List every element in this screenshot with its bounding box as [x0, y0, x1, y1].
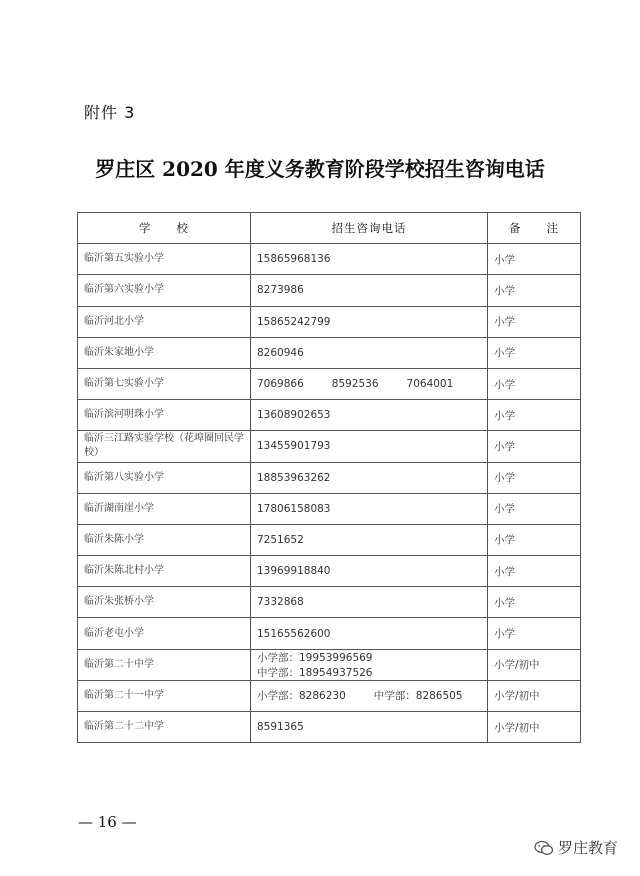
- school-name-cell: 临沂三江路实验学校（花埠圈回民学校）: [78, 431, 251, 462]
- remark-cell: 小学: [488, 587, 581, 618]
- phone-cell: [251, 431, 488, 462]
- watermark: [534, 837, 618, 858]
- phone-number: 中学部：18954937526: [257, 666, 373, 679]
- page-title: 罗庄区 2020 年度义务教育阶段学校招生咨询电话: [95, 157, 545, 181]
- school-name-cell: 临沂第六实验小学: [78, 275, 251, 306]
- table-row: [78, 337, 581, 368]
- remark-cell: 小学: [488, 524, 581, 555]
- phone-cell: [251, 368, 488, 399]
- phone-number: 13455901793: [257, 440, 331, 453]
- table-row: [78, 649, 581, 680]
- phone-cell: [251, 244, 488, 275]
- table-row: [78, 493, 581, 524]
- header-school: 学 校: [78, 213, 251, 244]
- school-name-cell: 临沂朱家地小学: [78, 337, 251, 368]
- remark-cell: 小学: [488, 618, 581, 649]
- remark-cell: 小学: [488, 337, 581, 368]
- page-number: — 16 —: [78, 813, 137, 831]
- remark-cell: 小学: [488, 462, 581, 493]
- school-name-cell: 临沂朱陈北村小学: [78, 556, 251, 587]
- phone-number: 小学部：19953996569: [257, 651, 373, 664]
- table-row: [78, 244, 581, 275]
- phone-number: 13608902653: [257, 409, 331, 422]
- school-name-cell: 临沂滨河明珠小学: [78, 400, 251, 431]
- table-row: [78, 556, 581, 587]
- table-row: [78, 400, 581, 431]
- remark-cell: 小学: [488, 368, 581, 399]
- remark-cell: 小学/初中: [488, 649, 581, 680]
- phone-cell: [251, 649, 488, 680]
- school-name-cell: 临沂老屯小学: [78, 618, 251, 649]
- school-name-cell: 临沂第二十中学: [78, 649, 251, 680]
- phone-cell: [251, 524, 488, 555]
- phone-cell: [251, 618, 488, 649]
- phone-number: 小学部：8286230: [257, 690, 346, 703]
- school-name-cell: 临沂湖南崖小学: [78, 493, 251, 524]
- phone-number: 15865968136: [257, 253, 331, 266]
- phone-cell: [251, 275, 488, 306]
- phone-number: 8592536: [331, 378, 379, 391]
- table-header-row: [78, 213, 581, 244]
- phone-number: 7069866: [257, 378, 304, 391]
- watermark-text: 罗庄教育: [557, 839, 618, 857]
- school-name-cell: 临沂第八实验小学: [78, 462, 251, 493]
- phone-number: 7251652: [257, 533, 304, 546]
- phone-cell: [251, 306, 488, 337]
- table-row: [78, 680, 581, 711]
- phone-cell: [251, 493, 488, 524]
- table-row: [78, 275, 581, 306]
- remark-cell: 小学: [488, 275, 581, 306]
- phone-number: 15865242799: [257, 315, 331, 328]
- phone-number: 8260946: [257, 346, 304, 359]
- phone-number: 13969918840: [257, 565, 331, 578]
- table-row: [78, 431, 581, 462]
- school-name-cell: 临沂第二十二中学: [78, 712, 251, 743]
- table-row: [78, 618, 581, 649]
- header-phone: 招生咨询电话: [251, 213, 488, 244]
- remark-cell: 小学: [488, 556, 581, 587]
- table-row: [78, 306, 581, 337]
- phone-number: 8273986: [257, 284, 304, 297]
- school-name-cell: 临沂第二十一中学: [78, 680, 251, 711]
- school-name-cell: 临沂河北小学: [78, 306, 251, 337]
- table-row: [78, 524, 581, 555]
- table-row: [78, 587, 581, 618]
- contact-table: [77, 212, 581, 743]
- school-name-cell: 临沂第五实验小学: [78, 244, 251, 275]
- phone-number: 7064001: [406, 378, 454, 391]
- header-remark: 备 注: [488, 213, 581, 244]
- phone-cell: [251, 712, 488, 743]
- phone-number: 15165562600: [257, 627, 331, 640]
- phone-cell: [251, 680, 488, 711]
- table-row: [78, 368, 581, 399]
- phone-number: 18853963262: [257, 471, 331, 484]
- remark-cell: 小学/初中: [488, 712, 581, 743]
- phone-number: 8591365: [257, 721, 304, 734]
- table-row: [78, 712, 581, 743]
- remark-cell: 小学: [488, 400, 581, 431]
- remark-cell: 小学: [488, 493, 581, 524]
- wechat-icon: [534, 840, 554, 856]
- phone-number: 7332868: [257, 596, 304, 609]
- phone-number: 中学部：8286505: [373, 690, 463, 703]
- remark-cell: 小学/初中: [488, 680, 581, 711]
- phone-cell: [251, 556, 488, 587]
- phone-cell: [251, 462, 488, 493]
- remark-cell: 小学: [488, 244, 581, 275]
- remark-cell: 小学: [488, 431, 581, 462]
- phone-cell: [251, 587, 488, 618]
- phone-cell: [251, 337, 488, 368]
- school-name-cell: 临沂朱张桥小学: [78, 587, 251, 618]
- phone-number: 17806158083: [257, 502, 331, 515]
- remark-cell: 小学: [488, 306, 581, 337]
- table-row: [78, 462, 581, 493]
- school-name-cell: 临沂朱陈小学: [78, 524, 251, 555]
- phone-cell: [251, 400, 488, 431]
- school-name-cell: 临沂第七实验小学: [78, 368, 251, 399]
- attachment-label: 附件 3: [84, 103, 136, 122]
